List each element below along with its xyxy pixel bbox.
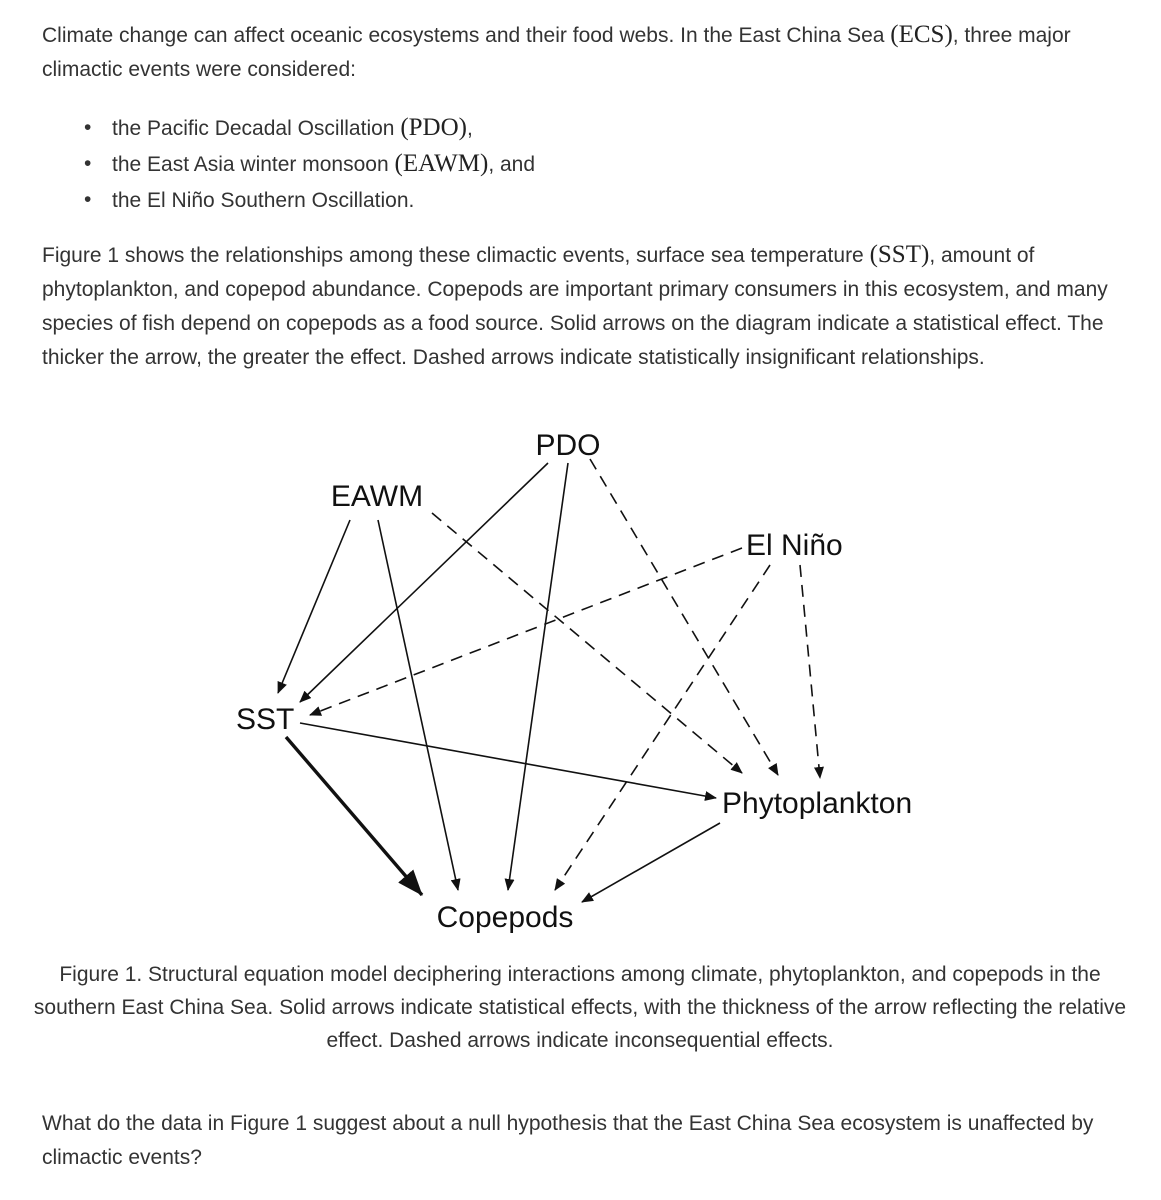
edge-eawm-sst	[278, 520, 350, 693]
intro-text-b: , three major climactic events were considered:	[42, 24, 1071, 81]
edge-pdo-phytoplankton	[590, 459, 778, 775]
intro-text-a: Climate change can affect oceanic ecosystems and their food webs. In the East China Sea	[42, 24, 891, 47]
bullet-icon: •	[84, 116, 92, 139]
node-pdo: PDO	[535, 429, 601, 462]
list-item: • the Pacific Decadal Oscillation (PDO),	[80, 110, 535, 146]
sst-math: (SST)	[869, 241, 930, 268]
figure-caption: Figure 1. Structural equation model deciphering interactions among climate, phytoplankton, and copepods in the southern East China Sea. Solid arrows indicate statistical effects, with the thickness of the arrow reflecting the relative effect. Dashed arrows indicate inconsequential effects.	[33, 963, 1127, 1052]
edge-sst-phytoplankton	[300, 723, 716, 798]
list-item: • the El Niño Southern Oscillation.	[80, 182, 535, 218]
question-text: What do the data in Figure 1 suggest about a null hypothesis that the East China Sea ecosystem is unaffected by climactic events?	[42, 1112, 1094, 1169]
edge-elnino-copepods	[555, 565, 770, 890]
figure-description: Figure 1 shows the relationships among these climactic events, surface sea temperature (SST), amount of phytoplankton, and copepod abundance. Copepods are important primary consumers in this ecosystem, and many species of fish depend on copepods as a food source. Solid arrows on the diagram indicate a statistical effect. The thicker the arrow, the greater the effect. Dashed arrows indicate statistically insignificant relationships.	[42, 241, 1108, 369]
edge-eawm-copepods	[378, 520, 458, 890]
edge-pdo-copepods	[508, 463, 568, 890]
ecs-math: (ECS)	[890, 21, 953, 48]
intro-paragraph	[42, 18, 1122, 87]
structural-equation-diagram	[0, 415, 1161, 955]
edge-phytoplankton-copepods	[582, 823, 720, 902]
node-eawm: EAWM	[330, 480, 424, 513]
node-sst: SST	[236, 703, 295, 736]
bullet-icon: •	[84, 152, 92, 175]
edge-elnino-phytoplankton	[800, 565, 820, 778]
edge-sst-copepods	[286, 737, 422, 895]
node-phytoplankton: Phytoplankton	[722, 787, 913, 820]
node-copepods: Copepods	[436, 901, 574, 934]
bullet-icon: •	[84, 188, 92, 211]
climate-events-list	[80, 110, 535, 218]
edge-eawm-phytoplankton	[432, 513, 742, 773]
list-item: • the East Asia winter monsoon (EAWM), and	[80, 146, 535, 182]
edge-elnino-sst	[310, 548, 742, 715]
node-elnino: El Niño	[746, 529, 843, 562]
